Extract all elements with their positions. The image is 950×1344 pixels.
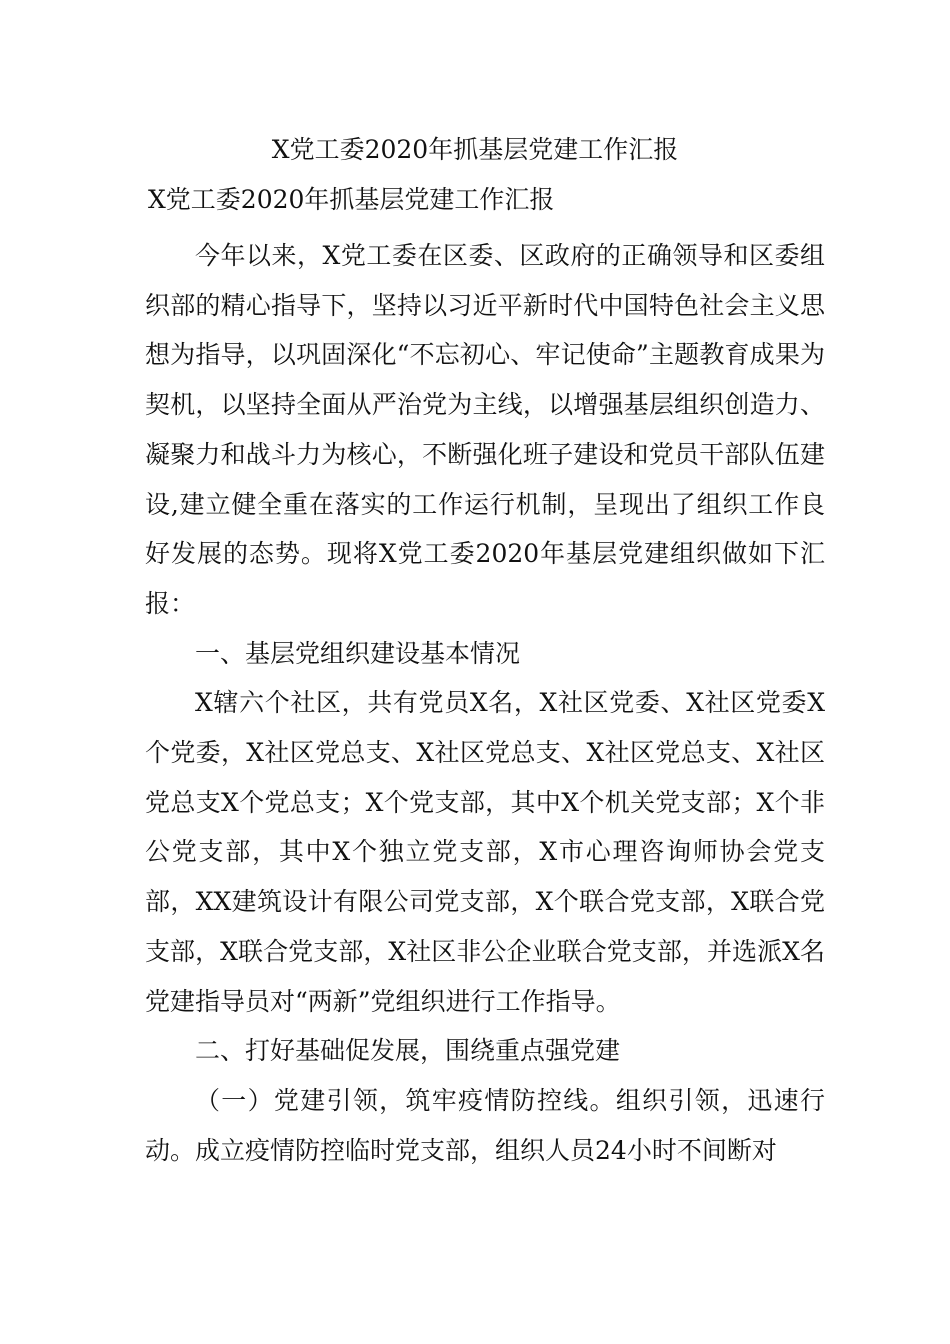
section-1-heading: 一、基层党组织建设基本情况 [195, 638, 521, 668]
section-2-subsection-1: （一）党建引领，筑牢疫情防控线。组织引领，迅速行动。成立疫情防控临时党支部，组织人员24小时不间断对 [145, 1085, 825, 1165]
section-1-body: X辖六个社区，共有党员X名，X社区党委、X社区党委X个党委，X社区党总支、X社区党总支、X社区党总支、X社区党总支X个党总支；X个党支部，其中X个机关党支部；X个非公党支部，其中X个独立党支部，X市心理咨询师协会党支部，XX建筑设计有限公司党支部，X个联合党支部，X联合党支部，X联合党支部，X社区非公企业联合党支部，并选派X名党建指导员对“两新”党组织进行工作指导。 [145, 688, 825, 1016]
section-2-heading: 二、打好基础促发展，围绕重点强党建 [195, 1036, 621, 1066]
intro-paragraph: 今年以来，X党工委在区委、区政府的正确领导和区委组织部的精心指导下，坚持以习近平新时代中国特色社会主义思想为指导，以巩固深化“不忘初心、牢记使命”主题教育成果为契机，以坚持全面从严治党为主线，以增强基层组织创造力、凝聚力和战斗力为核心，不断强化班子建设和党员干部队伍建设,建立健全重在落实的工作运行机制，呈现出了组织工作良好发展的态势。现将X党工委2020年基层党建组织做如下汇报： [145, 241, 825, 618]
document-body [145, 231, 825, 1175]
document-subtitle: X党工委2020年抓基层党建工作汇报 [148, 185, 555, 214]
document-title: X党工委2020年抓基层党建工作汇报 [271, 135, 679, 164]
